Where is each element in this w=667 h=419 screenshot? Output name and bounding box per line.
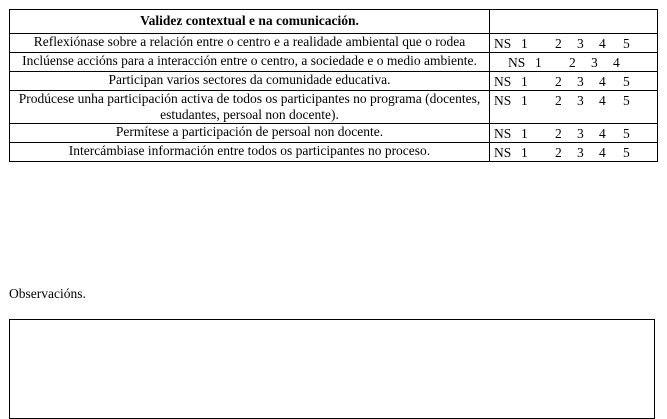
rating-option-3[interactable]: 3 bbox=[577, 36, 584, 51]
rating-option-5[interactable]: 5 bbox=[623, 36, 630, 51]
rating-option-1[interactable]: 1 bbox=[521, 145, 528, 160]
rating-option-4[interactable]: 4 bbox=[599, 36, 606, 51]
rating-scale bbox=[490, 72, 658, 91]
rating-option-1[interactable]: 1 bbox=[521, 93, 528, 108]
rating-option-3[interactable]: 3 bbox=[577, 74, 584, 89]
rating-option-5[interactable]: 5 bbox=[623, 145, 630, 160]
criterion-text: Participan varios sectores da comunidade educativa. bbox=[10, 72, 490, 91]
table-row bbox=[10, 91, 658, 124]
rating-option-4[interactable]: 4 bbox=[599, 93, 606, 108]
table-row bbox=[10, 34, 658, 53]
rating-option-ns[interactable]: NS bbox=[494, 145, 512, 160]
rating-option-ns[interactable]: NS bbox=[494, 74, 512, 89]
rating-scale bbox=[490, 53, 658, 72]
rating-option-1[interactable]: 1 bbox=[521, 126, 528, 141]
rating-scale bbox=[490, 34, 658, 53]
rating-option-4[interactable]: 4 bbox=[599, 74, 606, 89]
observations-label: Observacións. bbox=[9, 286, 86, 301]
rating-option-3[interactable]: 3 bbox=[577, 145, 584, 160]
criterion-text: Prodúcese unha participación activa de todos os participantes no programa (docentes, estudantes, persoal non docente). bbox=[10, 91, 490, 124]
rating-option-2[interactable]: 2 bbox=[555, 93, 562, 108]
criterion-text: Intercámbiase información entre todos os participantes no proceso. bbox=[10, 143, 490, 162]
table-row bbox=[10, 53, 658, 72]
rating-option-ns[interactable]: NS bbox=[508, 55, 526, 70]
rating-option-ns[interactable]: NS bbox=[494, 93, 512, 108]
rating-option-3[interactable]: 3 bbox=[591, 55, 598, 70]
table-row bbox=[10, 72, 658, 91]
rating-option-2[interactable]: 2 bbox=[555, 36, 562, 51]
rating-option-5[interactable]: 5 bbox=[623, 126, 630, 141]
rating-scale bbox=[490, 91, 658, 124]
rating-option-3[interactable]: 3 bbox=[577, 93, 584, 108]
criterion-text: Permítese a participación de persoal non docente. bbox=[10, 124, 490, 143]
criterion-text: Reflexiónase sobre a relación entre o centro e a realidade ambiental que o rodea bbox=[10, 34, 490, 53]
rating-option-5[interactable]: 5 bbox=[623, 74, 630, 89]
rating-option-2[interactable]: 2 bbox=[569, 55, 576, 70]
table-row bbox=[10, 143, 658, 162]
rating-option-2[interactable]: 2 bbox=[555, 145, 562, 160]
rating-option-4[interactable]: 4 bbox=[599, 145, 606, 160]
criterion-text: Inclúense accións para a interacción entre o centro, a sociedade e o medio ambiente. bbox=[10, 53, 490, 72]
rating-option-3[interactable]: 3 bbox=[577, 126, 584, 141]
rating-option-4[interactable]: 4 bbox=[613, 55, 620, 70]
rating-option-1[interactable]: 1 bbox=[535, 55, 542, 70]
table-row bbox=[10, 124, 658, 143]
rating-scale bbox=[490, 124, 658, 143]
rating-option-2[interactable]: 2 bbox=[555, 74, 562, 89]
table-header-row bbox=[10, 10, 658, 34]
rating-option-2[interactable]: 2 bbox=[555, 126, 562, 141]
section-title: Validez contextual e na comunicación. bbox=[10, 10, 490, 34]
rating-option-ns[interactable]: NS bbox=[494, 126, 512, 141]
observations-field[interactable] bbox=[9, 319, 655, 419]
rating-option-1[interactable]: 1 bbox=[521, 36, 528, 51]
evaluation-table bbox=[9, 9, 658, 162]
rating-option-5[interactable]: 5 bbox=[623, 93, 630, 108]
rating-scale bbox=[490, 143, 658, 162]
rating-option-4[interactable]: 4 bbox=[599, 126, 606, 141]
header-scale-cell bbox=[490, 10, 658, 34]
rating-option-ns[interactable]: NS bbox=[494, 36, 512, 51]
rating-option-1[interactable]: 1 bbox=[521, 74, 528, 89]
